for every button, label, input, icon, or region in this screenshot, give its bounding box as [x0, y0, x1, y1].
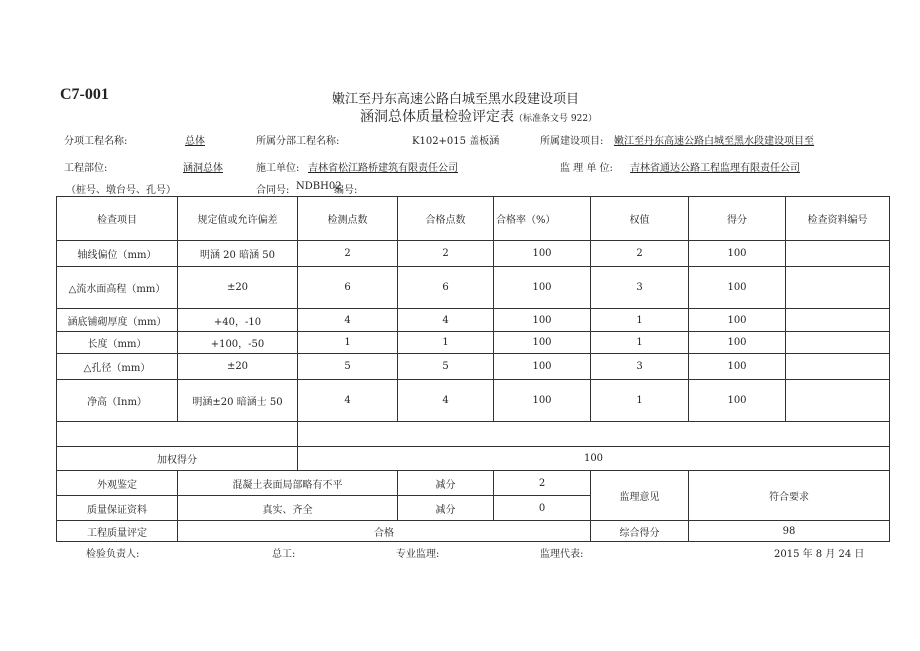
cell-item: 净高（Inm） [57, 380, 178, 422]
appearance-value: 混凝土表面局部略有不平 [178, 471, 398, 496]
header-cell: 合格率（%） [494, 197, 591, 241]
cell-score: 100 [689, 267, 786, 309]
contract-label: 合同号: [256, 185, 290, 196]
standard-ref: （标准条文号 922） [514, 114, 598, 124]
eval-value: 合格 [178, 521, 591, 542]
header-cell: 合格点数 [398, 197, 494, 241]
cell-score: 100 [689, 380, 786, 422]
cell-spec: +40，-10 [178, 309, 298, 332]
division-value: K102+015 盖板涵 [412, 136, 500, 147]
cell-tested: 6 [298, 267, 398, 309]
subitem-value: 总体 [185, 136, 205, 147]
cell-passed: 5 [398, 354, 494, 380]
supervisor-value: 吉林省通达公路工程监理有限责任公司 [630, 163, 800, 174]
cell-score: 100 [689, 309, 786, 332]
cell-rate: 100 [494, 354, 591, 380]
cell-item: △流水面高程（mm） [57, 267, 178, 309]
appearance-row [57, 471, 890, 496]
deduct-label: 减分 [398, 496, 494, 521]
weighted-row [57, 447, 890, 471]
table-row [57, 267, 890, 309]
contractor-value: 吉林省松江路桥建筑有限责任公司 [308, 163, 458, 174]
cell-spec: ±20 [178, 354, 298, 380]
rep-label: 监理代表: [540, 549, 584, 560]
title-text: 涵洞总体质量检验评定表 [360, 109, 514, 125]
cell-item: 涵底铺砌厚度（mm） [57, 309, 178, 332]
table-row [57, 241, 890, 267]
cell-spec: 明涵 20 暗涵 50 [178, 241, 298, 267]
cell-weight: 1 [591, 380, 689, 422]
cell-tested: 1 [298, 332, 398, 354]
cell-rate: 100 [494, 267, 591, 309]
supervision-opinion-value: 符合要求 [689, 471, 890, 521]
header-cell: 规定值或允许偏差 [178, 197, 298, 241]
inspection-table [56, 196, 890, 542]
cell-doc [786, 267, 890, 309]
cell-passed: 1 [398, 332, 494, 354]
empty-row [57, 422, 890, 447]
cell-passed: 4 [398, 309, 494, 332]
header-cell: 得分 [689, 197, 786, 241]
page-title [360, 106, 597, 126]
weighted-label: 加权得分 [57, 447, 298, 471]
eval-label: 工程质量评定 [57, 521, 178, 542]
cell-weight: 3 [591, 354, 689, 380]
cell-score: 100 [689, 241, 786, 267]
location-value: 涵洞总体 [183, 163, 223, 174]
supervision-opinion-label: 监理意见 [591, 471, 689, 521]
header-cell: 检查资料编号 [786, 197, 890, 241]
location-label: 工程部位: [64, 163, 108, 174]
cell-rate: 100 [494, 241, 591, 267]
table-header-row [57, 197, 890, 241]
cell-tested: 4 [298, 309, 398, 332]
contract-value: NDBH02 [296, 181, 342, 192]
cell-doc [786, 332, 890, 354]
specialist-label: 专业监理: [396, 549, 440, 560]
subitem-label: 分项工程名称: [64, 136, 128, 147]
cell-tested: 5 [298, 354, 398, 380]
cell-item: △孔径（mm） [57, 354, 178, 380]
table-row [57, 309, 890, 332]
cell-doc [786, 309, 890, 332]
project-name: 嫩江至丹东高速公路白城至黑水段建设项目 [332, 92, 580, 107]
cell-weight: 1 [591, 309, 689, 332]
table-row [57, 354, 890, 380]
cell-weight: 3 [591, 267, 689, 309]
evaluation-row [57, 521, 890, 542]
construction-value: 嫩江至丹东高速公路白城至黑水段建设项目至 [614, 136, 814, 147]
cell-passed: 4 [398, 380, 494, 422]
cell-doc [786, 380, 890, 422]
supervisor-label: 监 理 单 位: [560, 163, 613, 174]
total-value: 98 [689, 521, 890, 542]
cell-weight: 1 [591, 332, 689, 354]
cell-item: 长度（mm） [57, 332, 178, 354]
division-label: 所属分部工程名称: [256, 136, 340, 147]
cell-doc [786, 241, 890, 267]
cell-passed: 6 [398, 267, 494, 309]
cell-score: 100 [689, 332, 786, 354]
cell-tested: 2 [298, 241, 398, 267]
cell-spec: +100，-50 [178, 332, 298, 354]
cell-rate: 100 [494, 309, 591, 332]
form-code: C7-001 [60, 86, 109, 103]
table-row [57, 380, 890, 422]
construction-label: 所属建设项目: [540, 136, 604, 147]
cell-spec: ±20 [178, 267, 298, 309]
header-cell: 检测点数 [298, 197, 398, 241]
weighted-value: 100 [298, 447, 890, 471]
quality-doc-value: 真实、齐全 [178, 496, 398, 521]
sign-date: 2015 年 8 月 24 日 [774, 549, 865, 560]
cell-passed: 2 [398, 241, 494, 267]
cell-rate: 100 [494, 380, 591, 422]
appearance-deduct: 2 [494, 471, 591, 496]
appearance-label: 外观鉴定 [57, 471, 178, 496]
deduct-label: 减分 [398, 471, 494, 496]
empty-cell [298, 422, 890, 447]
header-cell: 权值 [591, 197, 689, 241]
cell-spec: 明涵±20 暗涵士 50 [178, 380, 298, 422]
cell-tested: 4 [298, 380, 398, 422]
cell-weight: 2 [591, 241, 689, 267]
empty-cell [57, 422, 298, 447]
header-cell: 检查项目 [57, 197, 178, 241]
cell-item: 轴线偏位（mm） [57, 241, 178, 267]
quality-doc-label: 质量保证资料 [57, 496, 178, 521]
table-row [57, 332, 890, 354]
chief-label: 总工: [272, 549, 296, 560]
total-label: 综合得分 [591, 521, 689, 542]
cell-rate: 100 [494, 332, 591, 354]
inspector-label: 检验负责人: [86, 549, 140, 560]
contractor-label: 施工单位: [256, 163, 300, 174]
stake-label: （桩号、墩台号、孔号） [66, 185, 176, 196]
cell-score: 100 [689, 354, 786, 380]
number-label: 编号: [334, 185, 358, 196]
cell-doc [786, 354, 890, 380]
quality-doc-deduct: 0 [494, 496, 591, 521]
